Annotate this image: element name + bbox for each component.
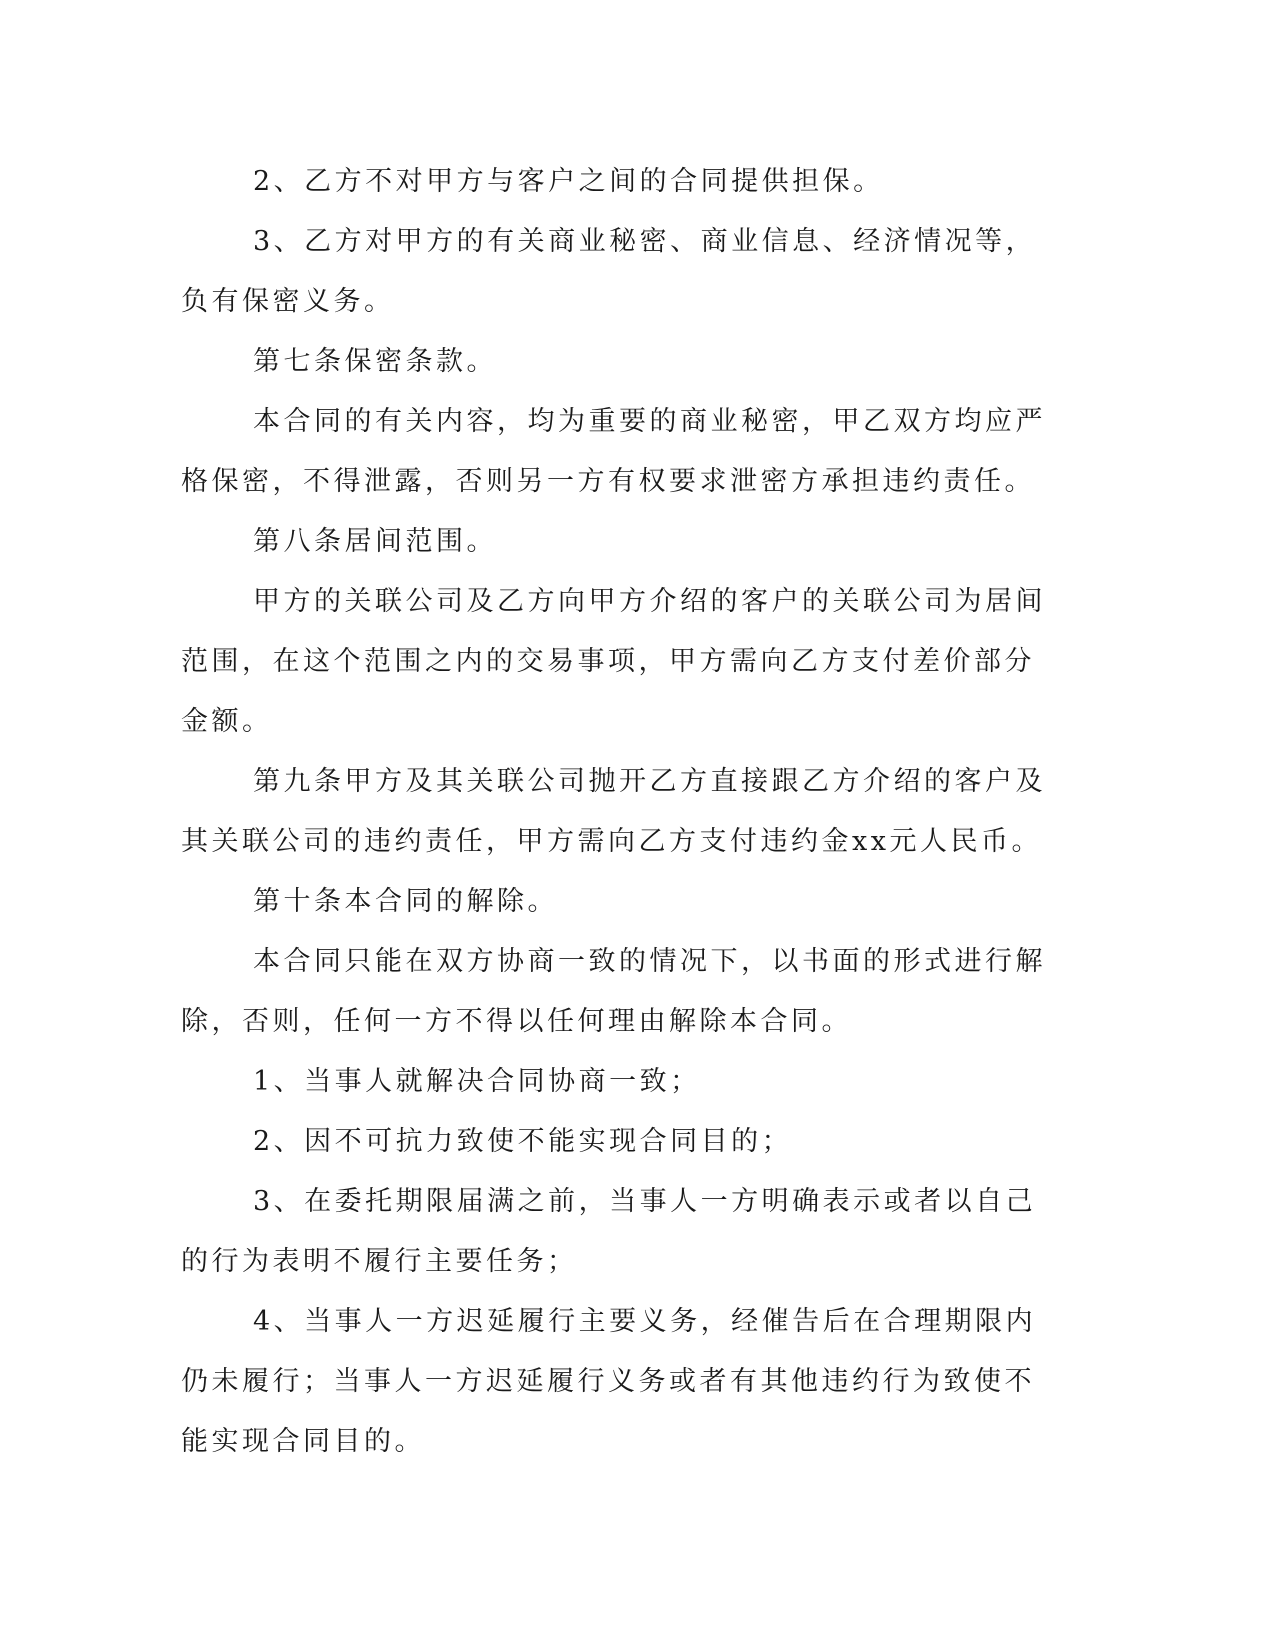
termination-item-1: 1、当事人就解决合同协商一致； (253, 1066, 701, 1097)
article-7-body: 本合同的有关内容，均为重要的商业秘密，甲乙双方均应严格保密，不得泄露，否则另一方有权要求泄密方承担违约责任。 (181, 406, 1046, 497)
clause-item-2: 2、乙方不对甲方与客户之间的合同提供担保。 (253, 166, 884, 197)
termination-item-2: 2、因不可抗力致使不能实现合同目的； (253, 1126, 793, 1157)
article-9-body: 第九条甲方及其关联公司抛开乙方直接跟乙方介绍的客户及其关联公司的违约责任，甲方需向乙方支付违约金xx元人民币。 (181, 766, 1046, 857)
article-10-heading: 第十条本合同的解除。 (253, 886, 558, 917)
article-8-heading: 第八条居间范围。 (253, 526, 497, 557)
termination-item-3: 3、在委托期限届满之前，当事人一方明确表示或者以自己的行为表明不履行主要任务； (181, 1186, 1037, 1277)
article-8-body: 甲方的关联公司及乙方向甲方介绍的客户的关联公司为居间范围，在这个范围之内的交易事项，甲方需向乙方支付差价部分金额。 (181, 586, 1046, 737)
article-10-body: 本合同只能在双方协商一致的情况下，以书面的形式进行解除，否则，任何一方不得以任何理由解除本合同。 (181, 946, 1046, 1037)
document-body (181, 152, 1051, 1472)
termination-item-4: 4、当事人一方迟延履行主要义务，经催告后在合理期限内仍未履行；当事人一方迟延履行义务或者有其他违约行为致使不能实现合同目的。 (181, 1306, 1037, 1457)
article-7-heading: 第七条保密条款。 (253, 346, 497, 377)
clause-item-3: 3、乙方对甲方的有关商业秘密、商业信息、经济情况等，负有保密义务。 (181, 226, 1037, 317)
